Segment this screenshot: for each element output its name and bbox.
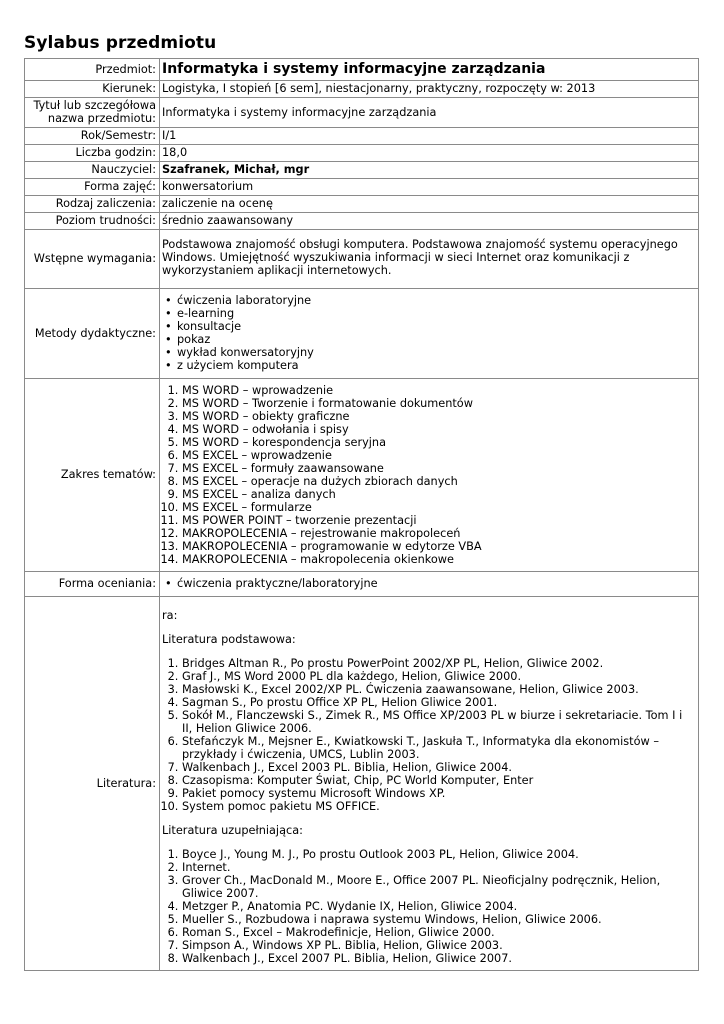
value-metody <box>160 289 699 379</box>
literatura-basic-heading: Literatura podstawowa: <box>162 633 296 646</box>
literatura-basic-list <box>162 657 695 813</box>
label-przedmiot: Przedmiot: <box>25 59 160 81</box>
metody-item: • wykład konwersatoryjny <box>177 346 695 359</box>
label-poziom: Poziom trudności: <box>25 213 160 230</box>
value-godziny: 18,0 <box>160 145 699 162</box>
literatura-extra-heading: Literatura uzupełniająca: <box>162 824 303 837</box>
label-godziny: Liczba godzin: <box>25 145 160 162</box>
zakres-item: 13. MAKROPOLECENIA – programowanie w edytorze VBA <box>182 540 695 553</box>
value-rok: I/1 <box>160 128 699 145</box>
literatura-basic-item: 5. Sokół M., Flanczewski S., Zimek R., MS Office XP/2003 PL w biurze i sekretariacie. Tom I i II, Helion Gliwice 2006. <box>182 709 695 735</box>
zakres-item: 4. MS WORD – odwołania i spisy <box>182 423 695 436</box>
row-kierunek <box>25 81 699 98</box>
label-ocenianie: Forma oceniania: <box>25 572 160 597</box>
literatura-extra-item: 4. Metzger P., Anatomia PC. Wydanie IX, Helion, Gliwice 2004. <box>182 900 695 913</box>
label-rok: Rok/Semestr: <box>25 128 160 145</box>
zakres-item: 12. MAKROPOLECENIA – rejestrowanie makropoleceń <box>182 527 695 540</box>
label-metody: Metody dydaktyczne: <box>25 289 160 379</box>
literatura-extra-item: 1. Boyce J., Young M. J., Po prostu Outlook 2003 PL, Helion, Gliwice 2004. <box>182 848 695 861</box>
literatura-extra-list <box>162 848 695 965</box>
literatura-basic-item: 7. Walkenbach J., Excel 2003 PL. Biblia, Helion, Gliwice 2004. <box>182 761 695 774</box>
literatura-extra-item: 7. Simpson A., Windows XP PL. Biblia, Helion, Gliwice 2003. <box>182 939 695 952</box>
zakres-item: 10. MS EXCEL – formularze <box>182 501 695 514</box>
value-poziom: średnio zaawansowany <box>160 213 699 230</box>
value-wymagania: Podstawowa znajomość obsługi komputera. Podstawowa znajomość systemu operacyjnego Windows. Umiejętność wyszukiwania informacji w sieci Internet oraz komunikacji z wykorzystaniem aplikacji internetowych. <box>160 230 699 289</box>
zakres-item: 6. MS EXCEL – wprowadzenie <box>182 449 695 462</box>
row-poziom <box>25 213 699 230</box>
value-tytul: Informatyka i systemy informacyjne zarządzania <box>160 98 699 128</box>
literatura-extra-item: 8. Walkenbach J., Excel 2007 PL. Biblia, Helion, Gliwice 2007. <box>182 952 695 965</box>
row-literatura <box>25 597 699 971</box>
label-forma-zajec: Forma zajęć: <box>25 179 160 196</box>
zakres-item: 8. MS EXCEL – operacje na dużych zbiorach danych <box>182 475 695 488</box>
label-wymagania: Wstępne wymagania: <box>25 230 160 289</box>
literatura-basic-item: 2. Graf J., MS Word 2000 PL dla każdego, Helion, Gliwice 2000. <box>182 670 695 683</box>
literatura-basic-item: 9. Pakiet pomocy systemu Microsoft Windows XP. <box>182 787 695 800</box>
literatura-basic-item: 8. Czasopisma: Komputer Świat, Chip, PC World Komputer, Enter <box>182 774 695 787</box>
row-forma-zajec <box>25 179 699 196</box>
row-wymagania <box>25 230 699 289</box>
ocenianie-item: • ćwiczenia praktyczne/laboratoryjne <box>177 577 695 590</box>
literatura-extra-item: 6. Roman S., Excel – Makrodefinicje, Helion, Gliwice 2000. <box>182 926 695 939</box>
row-zaliczenie <box>25 196 699 213</box>
row-ocenianie <box>25 572 699 597</box>
label-nauczyciel: Nauczyciel: <box>25 162 160 179</box>
value-ocenianie <box>160 572 699 597</box>
literatura-extra-item: 5. Mueller S., Rozbudowa i naprawa systemu Windows, Helion, Gliwice 2006. <box>182 913 695 926</box>
value-forma-zajec: konwersatorium <box>160 179 699 196</box>
literatura-basic-item: 3. Masłowski K., Excel 2002/XP PL. Ćwiczenia zaawansowane, Helion, Gliwice 2003. <box>182 683 695 696</box>
ocenianie-list <box>162 577 695 590</box>
zakres-item: 9. MS EXCEL – analiza danych <box>182 488 695 501</box>
value-literatura <box>160 597 699 971</box>
zakres-item: 11. MS POWER POINT – tworzenie prezentacji <box>182 514 695 527</box>
label-kierunek: Kierunek: <box>25 81 160 98</box>
zakres-item: 7. MS EXCEL – formuły zaawansowane <box>182 462 695 475</box>
label-zakres: Zakres tematów: <box>25 379 160 572</box>
metody-item: • e-learning <box>177 307 695 320</box>
zakres-item: 14. MAKROPOLECENIA – makropolecenia okienkowe <box>182 553 695 566</box>
row-godziny <box>25 145 699 162</box>
metody-item: • ćwiczenia laboratoryjne <box>177 294 695 307</box>
value-zaliczenie: zaliczenie na ocenę <box>160 196 699 213</box>
row-przedmiot <box>25 59 699 81</box>
zakres-list <box>162 384 695 566</box>
zakres-item: 5. MS WORD – korespondencja seryjna <box>182 436 695 449</box>
literatura-intro: ra: <box>162 609 178 622</box>
literatura-basic-item: 6. Stefańczyk M., Mejsner E., Kwiatkowski T., Jaskuła T., Informatyka dla ekonomistów – przykłady i ćwiczenia, UMCS, Lublin 2003. <box>182 735 695 761</box>
metody-list <box>162 294 695 372</box>
row-nauczyciel <box>25 162 699 179</box>
label-literatura: Literatura: <box>25 597 160 971</box>
row-metody <box>25 289 699 379</box>
metody-item: • konsultacje <box>177 320 695 333</box>
metody-item: • z użyciem komputera <box>177 359 695 372</box>
zakres-item: 1. MS WORD – wprowadzenie <box>182 384 695 397</box>
metody-item: • pokaz <box>177 333 695 346</box>
label-zaliczenie: Rodzaj zaliczenia: <box>25 196 160 213</box>
zakres-item: 2. MS WORD – Tworzenie i formatowanie dokumentów <box>182 397 695 410</box>
row-tytul <box>25 98 699 128</box>
value-zakres <box>160 379 699 572</box>
value-przedmiot: Informatyka i systemy informacyjne zarządzania <box>160 59 699 81</box>
literatura-basic-item: 1. Bridges Altman R., Po prostu PowerPoint 2002/XP PL, Helion, Gliwice 2002. <box>182 657 695 670</box>
literatura-basic-item: 4. Sagman S., Po prostu Office XP PL, Helion Gliwice 2001. <box>182 696 695 709</box>
zakres-item: 3. MS WORD – obiekty graficzne <box>182 410 695 423</box>
literatura-basic-item: 10. System pomoc pakietu MS OFFICE. <box>182 800 695 813</box>
literatura-extra-item: 3. Grover Ch., MacDonald M., Moore E., Office 2007 PL. Nieoficjalny podręcznik, Helion, Gliwice 2007. <box>182 874 695 900</box>
literatura-extra-item: 2. Internet. <box>182 861 695 874</box>
value-kierunek: Logistyka, I stopień [6 sem], niestacjonarny, praktyczny, rozpoczęty w: 2013 <box>160 81 699 98</box>
row-zakres <box>25 379 699 572</box>
syllabus-table <box>24 58 699 971</box>
page-title: Sylabus przedmiotu <box>24 33 217 53</box>
row-rok <box>25 128 699 145</box>
value-nauczyciel: Szafranek, Michał, mgr <box>160 162 699 179</box>
label-tytul: Tytuł lub szczegółowa nazwa przedmiotu: <box>25 98 160 128</box>
